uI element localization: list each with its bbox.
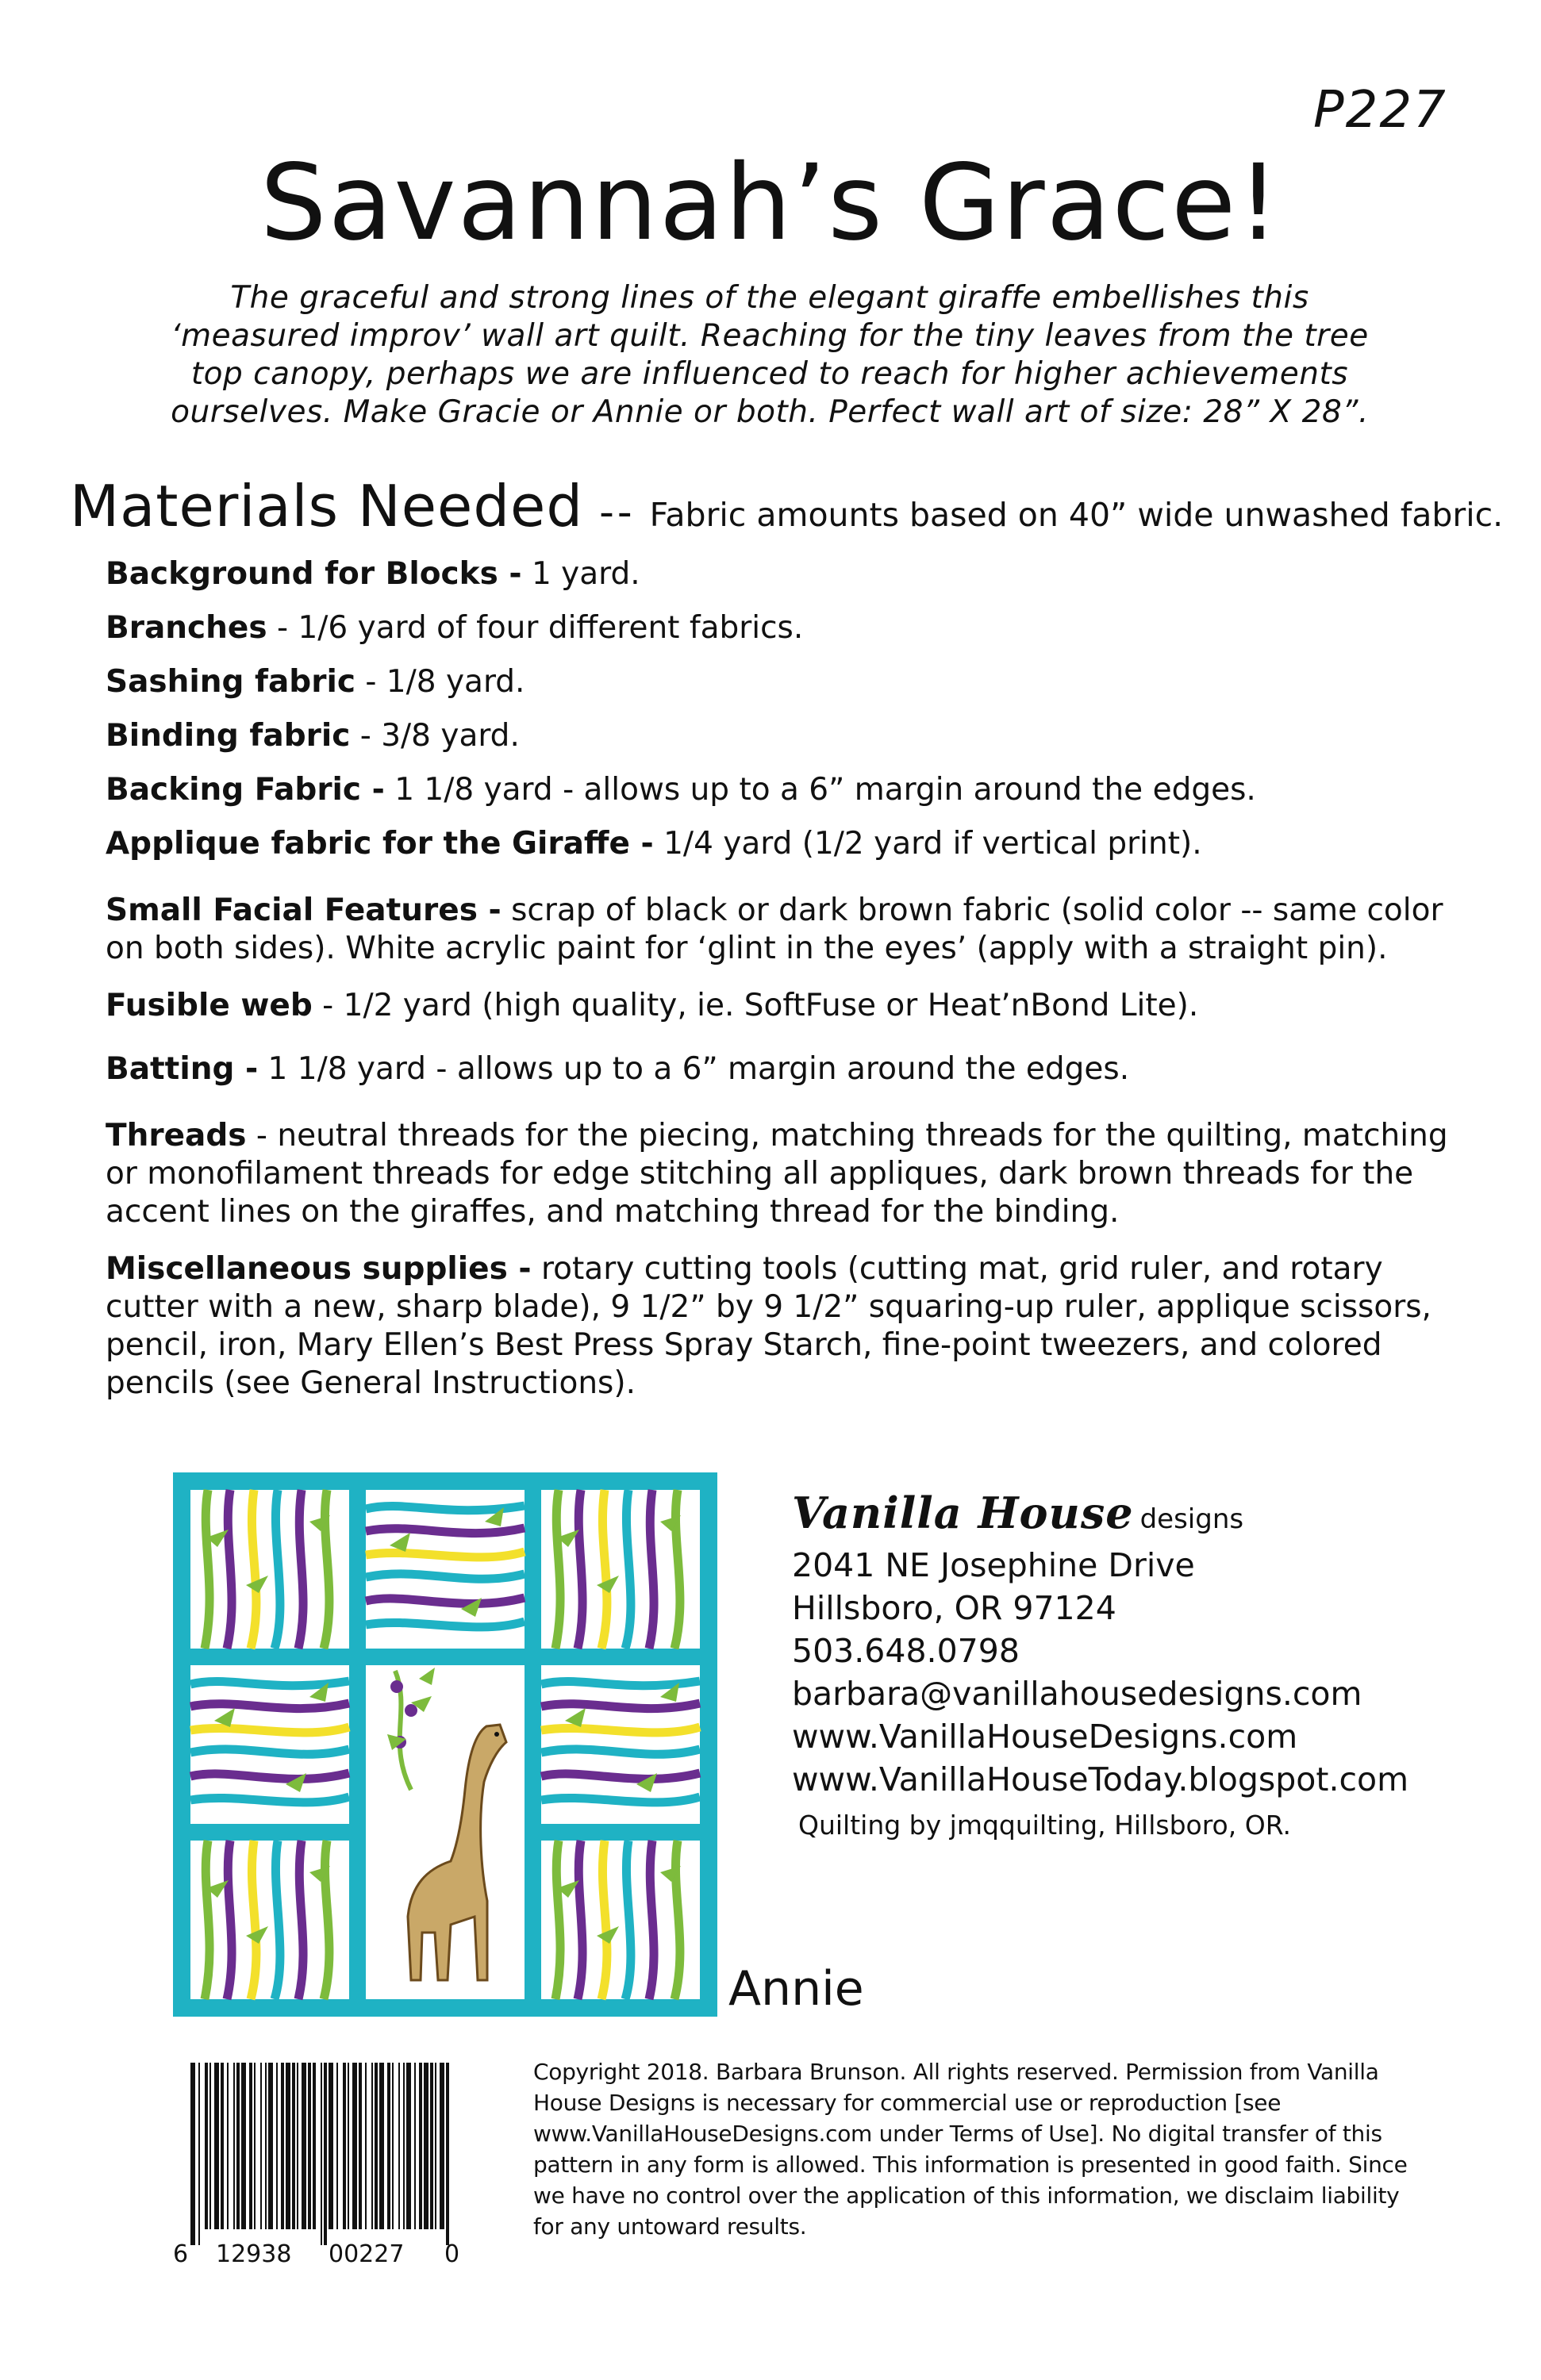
material-item: [106, 555, 1455, 593]
barcode-bar: [313, 2063, 316, 2229]
barcode-bar: [446, 2063, 449, 2245]
pattern-number: P227: [1313, 81, 1447, 140]
barcode-bar: [286, 2063, 290, 2229]
barcode-bar: [321, 2063, 322, 2245]
barcode-bar: [209, 2063, 211, 2229]
barcode-bar: [254, 2063, 256, 2229]
material-text: scrap of black or dark brown fabric (solid color -- same color on both sides). White acrylic paint for ‘glint in the eyes’ (apply with a straight pin).: [106, 892, 1443, 966]
materials-header: [70, 473, 1503, 539]
material-label: Threads: [106, 1118, 247, 1154]
barcode-bar: [297, 2063, 298, 2229]
material-text: rotary cutting tools (cutting mat, grid ruler, and rotary cutter with a new, sharp blade), 9 1/2” by 9 1/2” squaring-up ruler, applique scissors, pencil, iron, Mary Ellen’s Best Press Spray Starch, fine-point tweezers, and colored pencils (see General Instructions).: [106, 1251, 1431, 1401]
barcode-bar: [336, 2063, 338, 2229]
barcode-bar: [329, 2063, 333, 2229]
copyright-notice: Copyright 2018. Barbara Brunson. All rights reserved. Permission from Vanilla House Designs is necessary for commercial use or reproduction [see www.VanillaHouseDesigns.com under Terms of Use]. No digital transfer of this pattern in any form is allowed. This information is presented in good faith. Since we have no control over the application of this information, we disclaim liability for any untoward results.: [533, 2059, 1408, 2240]
material-item: [106, 663, 1455, 701]
page-title: Savannah’s Grace!: [259, 142, 1282, 264]
material-label: Applique fabric for the Giraffe -: [106, 826, 654, 862]
company-city: Hillsboro, OR 97124: [792, 1589, 1116, 1627]
barcode: [173, 2063, 467, 2245]
barcode-bar: [392, 2063, 394, 2229]
material-text: 1/4 yard (1/2 yard if vertical print).: [653, 826, 1202, 862]
barcode-bar: [292, 2063, 295, 2229]
material-label: Small Facial Features -: [106, 892, 501, 928]
material-text: - 1/8 yard.: [355, 664, 525, 700]
material-item: [106, 892, 1455, 968]
barcode-bar: [241, 2063, 246, 2229]
barcode-bar: [430, 2063, 433, 2229]
material-label: Fusible web: [106, 988, 313, 1023]
material-label: Branches: [106, 610, 267, 646]
quilting-credit: Quilting by jmqquilting, Hillsboro, OR.: [798, 1810, 1291, 1841]
barcode-digits-left: 12938: [216, 2240, 292, 2268]
barcode-digit-first: 6: [173, 2240, 189, 2268]
quilt-image: [173, 1472, 717, 2017]
barcode-bar: [348, 2063, 349, 2229]
barcode-bar: [205, 2063, 208, 2229]
barcode-bar: [352, 2063, 357, 2229]
barcode-digit-last: 0: [444, 2240, 460, 2268]
barcode-bar: [227, 2063, 229, 2229]
barcode-bar: [190, 2063, 195, 2245]
barcode-bar: [414, 2063, 416, 2229]
barcode-bar: [375, 2063, 378, 2229]
company-brand: [792, 1488, 1408, 1541]
barcode-bar: [249, 2063, 252, 2229]
material-item: [106, 1250, 1455, 1403]
material-text: 1 1/8 yard - allows up to a 6” margin around the edges.: [384, 772, 1256, 808]
barcode-bar: [403, 2063, 405, 2229]
barcode-bar: [302, 2063, 306, 2229]
material-item: [106, 609, 1455, 647]
quilt-caption: Annie: [728, 1961, 864, 2017]
materials-heading: Materials Needed: [70, 473, 584, 539]
material-text: - 1/6 yard of four different fabrics.: [267, 610, 804, 646]
material-text: - 1/2 yard (high quality, ie. SoftFuse or Heat’nBond Lite).: [312, 988, 1199, 1023]
material-item: [106, 1117, 1455, 1231]
material-label: Binding fabric: [106, 718, 351, 754]
material-label: Background for Blocks -: [106, 556, 522, 592]
company-email[interactable]: barbara@vanillahousedesigns.com: [792, 1675, 1362, 1713]
material-text: - 3/8 yard.: [350, 718, 520, 754]
barcode-bar: [214, 2063, 219, 2229]
barcode-bar: [419, 2063, 422, 2229]
barcode-bar: [260, 2063, 262, 2229]
material-item: [106, 717, 1455, 755]
barcode-bar: [435, 2063, 436, 2229]
barcode-bar: [406, 2063, 411, 2229]
barcode-bar: [308, 2063, 311, 2229]
materials-dashes: --: [599, 489, 636, 536]
material-text: 1 yard.: [521, 556, 640, 592]
company-phone[interactable]: 503.648.0798: [792, 1632, 1020, 1670]
company-contact: [792, 1488, 1409, 1847]
material-label: Backing Fabric -: [106, 772, 385, 808]
barcode-bar: [221, 2063, 224, 2229]
company-name: Vanilla House: [792, 1488, 1134, 1538]
material-label: Batting -: [106, 1051, 259, 1087]
material-label: Sashing fabric: [106, 664, 355, 700]
barcode-bar: [343, 2063, 346, 2229]
material-text: 1 1/8 yard - allows up to a 6” margin around the edges.: [258, 1051, 1130, 1087]
barcode-bar: [268, 2063, 273, 2229]
barcode-bar: [281, 2063, 284, 2229]
barcode-bar: [371, 2063, 373, 2229]
material-item: [106, 825, 1455, 863]
barcode-bar: [424, 2063, 428, 2229]
material-label: Miscellaneous supplies -: [106, 1251, 532, 1287]
barcode-bar: [324, 2063, 327, 2245]
barcode-bar: [198, 2063, 200, 2245]
barcode-bar: [359, 2063, 362, 2229]
barcode-bar: [265, 2063, 267, 2229]
materials-note: Fabric amounts based on 40” wide unwashed fabric.: [649, 496, 1504, 534]
barcode-bar: [440, 2063, 444, 2229]
barcode-bar: [233, 2063, 235, 2229]
material-text: - neutral threads for the piecing, matching threads for the quilting, matching or monofilament threads for edge stitching all appliques, dark brown threads for the accent lines on the giraffes, and matching thread for the binding.: [106, 1118, 1448, 1230]
company-website[interactable]: www.VanillaHouseDesigns.com: [792, 1718, 1298, 1756]
barcode-bar: [236, 2063, 240, 2229]
company-suffix: designs: [1139, 1503, 1244, 1535]
material-item: [106, 987, 1455, 1025]
intro-paragraph: The graceful and strong lines of the elegant giraffe embellishes this ‘measured improv’ wall art quilt. Reaching for the tiny leaves from the tree top canopy, perhaps we are influenced to reach for higher achievements ourselves. Make Gracie or Annie or both. Perfect wall art of size: 28” X 28”.: [171, 280, 1369, 430]
barcode-bar: [398, 2063, 400, 2229]
material-item: [106, 771, 1455, 809]
barcode-digits-right: 00227: [329, 2240, 405, 2268]
company-blog[interactable]: www.VanillaHouseToday.blogspot.com: [792, 1760, 1409, 1798]
barcode-bar: [379, 2063, 384, 2229]
barcode-bar: [387, 2063, 390, 2229]
barcode-bar: [276, 2063, 278, 2229]
company-street: 2041 NE Josephine Drive: [792, 1546, 1195, 1584]
material-item: [106, 1050, 1455, 1088]
barcode-bar: [365, 2063, 367, 2229]
